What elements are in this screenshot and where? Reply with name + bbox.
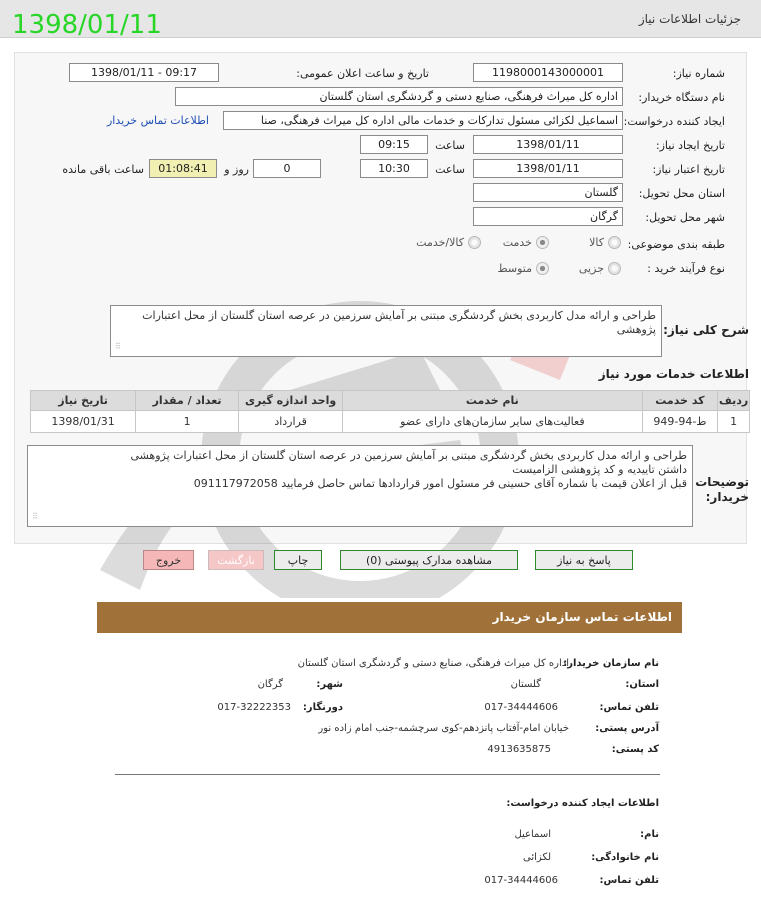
buyer-org-value: اداره کل میراث فرهنگی، صنایع دستی و گردشگری استان گلستان [175, 87, 623, 106]
creator-phone-value: 017-34444606 [484, 875, 558, 886]
services-title: اطلاعات خدمات مورد نیاز [598, 367, 749, 381]
created-time-value: 09:15 [360, 135, 428, 154]
city-label: شهر محل تحویل: [645, 211, 725, 224]
cell-date: 1398/01/31 [31, 411, 136, 433]
description-label: شرح کلی نیاز: [663, 323, 749, 337]
radio-icon [608, 262, 621, 275]
validity-days-label: روز و [224, 163, 249, 176]
print-button[interactable]: چاپ [274, 550, 322, 570]
radio-icon [468, 236, 481, 249]
contact-city-value: گرگان [257, 679, 283, 690]
contact-org-label: نام سازمان خریدار: [563, 658, 659, 669]
contact-postal-label: کد پستی: [611, 744, 659, 755]
city-value: گرگان [473, 207, 623, 226]
created-time-label: ساعت [435, 139, 465, 152]
resize-grip-icon[interactable]: ⠿ [115, 342, 121, 351]
back-button[interactable]: بازگشت [208, 550, 264, 570]
contact-postal-value: 4913635875 [487, 744, 551, 755]
contact-card-title: اطلاعات تماس سازمان خریدار [97, 602, 682, 633]
need-number-value: 1198000143000001 [473, 63, 623, 82]
creator-family-value: لکزائی [523, 852, 551, 863]
cell-qty: 1 [136, 411, 239, 433]
province-value: گلستان [473, 183, 623, 202]
col-qty: تعداد / مقدار [136, 391, 239, 411]
validity-date-value: 1398/01/11 [473, 159, 623, 178]
remaining-time-value: 01:08:41 [149, 159, 217, 178]
contact-city-label: شهر: [316, 679, 343, 690]
purchase-option-medium[interactable]: متوسط [497, 262, 549, 275]
col-date: تاریخ نیاز [31, 391, 136, 411]
resize-grip-icon[interactable]: ⠿ [32, 512, 38, 521]
contact-address-label: آدرس پستی: [595, 723, 659, 734]
category-option-goods[interactable]: کالا [589, 236, 621, 249]
validity-label: تاریخ اعتبار نیاز: [652, 163, 725, 176]
creator-section-title: اطلاعات ایجاد کننده درخواست: [506, 798, 659, 809]
contact-address-value: خیابان امام-آفتاب پانزدهم-کوی سرچشمه-جنب امام زاده نور [318, 723, 569, 734]
radio-checked-icon [536, 236, 549, 249]
radio-icon [608, 236, 621, 249]
description-text: طراحی و ارائه مدل کاربردی بخش گردشگری مبتنی بر آمایش سرزمین در عرصه استان گلستان از محل اعتبارات پژوهشی ⠿ [110, 305, 662, 357]
created-date-label: تاریخ ایجاد نیاز: [655, 139, 725, 152]
contact-province-label: استان: [625, 679, 659, 690]
category-option-service[interactable]: خدمت [503, 236, 549, 249]
province-label: استان محل تحویل: [638, 187, 725, 200]
contact-card [93, 598, 686, 911]
cell-row: 1 [718, 411, 750, 433]
validity-days-value: 0 [253, 159, 321, 178]
validity-time-value: 10:30 [360, 159, 428, 178]
category-label: طبقه بندی موضوعی: [627, 238, 725, 251]
table-row [31, 411, 750, 433]
buyer-notes-label: توضیحات خریدار: [695, 475, 749, 504]
contact-phone-value: 017-34444606 [484, 702, 558, 713]
announce-value: 1398/01/11 - 09:17 [69, 63, 219, 82]
exit-button[interactable]: خروج [143, 550, 194, 570]
date-stamp: 1398/01/11 [12, 10, 162, 40]
page-title: جزئیات اطلاعات نیاز [638, 12, 741, 26]
purchase-option-minor[interactable]: جزیی [579, 262, 621, 275]
table-header-row [31, 391, 750, 411]
services-table [30, 390, 750, 433]
creator-label: ایجاد کننده درخواست: [623, 115, 725, 128]
col-code: کد خدمت [642, 391, 718, 411]
cell-code: ط-94-949 [642, 411, 718, 433]
creator-name-value: اسماعیل [514, 829, 551, 840]
view-attachments-button[interactable]: مشاهده مدارک پیوستی (0) [340, 550, 518, 570]
creator-name-label: نام: [640, 829, 659, 840]
category-option-goods-service[interactable]: کالا/خدمت [416, 236, 481, 249]
buyer-org-label: نام دستگاه خریدار: [638, 91, 725, 104]
creator-phone-label: تلفن تماس: [599, 875, 659, 886]
contact-org-value: اداره کل میراث فرهنگی، صنایع دستی و گردشگری استان گلستان [297, 658, 569, 669]
cell-unit: قرارداد [239, 411, 343, 433]
need-number-label: شماره نیاز: [672, 67, 725, 80]
divider [115, 774, 660, 775]
contact-province-value: گلستان [510, 679, 541, 690]
col-row: ردیف [718, 391, 750, 411]
buyer-notes-text: طراحی و ارائه مدل کاربردی بخش گردشگری مبتنی بر آمایش سرزمین در عرصه استان گلستان از محل اعتبارات پژوهشی داشتن تاییدیه و کد پژوهشی الزامیست قبل از اعلان قیمت با شماره 09111797205‪8 آقای حسینی فر مسئول امور قراردادها تماس حاصل فرمایید ⠿ [27, 445, 693, 527]
purchase-type-label: نوع فرآیند خرید : [647, 262, 725, 275]
col-unit: واحد اندازه گیری [239, 391, 343, 411]
cell-name: فعالیت‌های سایر سازمان‌های دارای عضو [343, 411, 642, 433]
contact-fax-value: 017-32222353 [217, 702, 291, 713]
reply-button[interactable]: پاسخ به نیاز [535, 550, 633, 570]
created-date-value: 1398/01/11 [473, 135, 623, 154]
col-name: نام خدمت [343, 391, 642, 411]
creator-value: اسماعیل لکزائی مسئول تدارکات و خدمات مالی اداره کل میراث فرهنگی، صنا [223, 111, 623, 130]
remaining-time-label: ساعت باقی مانده [62, 163, 144, 176]
contact-phone-label: تلفن تماس: [599, 702, 659, 713]
announce-label: تاریخ و ساعت اعلان عمومی: [296, 67, 429, 80]
radio-checked-icon [536, 262, 549, 275]
buyer-contact-link[interactable]: اطلاعات تماس خریدار [107, 114, 209, 127]
creator-family-label: نام خانوادگی: [591, 852, 659, 863]
contact-fax-label: دورنگار: [302, 702, 343, 713]
validity-time-label: ساعت [435, 163, 465, 176]
